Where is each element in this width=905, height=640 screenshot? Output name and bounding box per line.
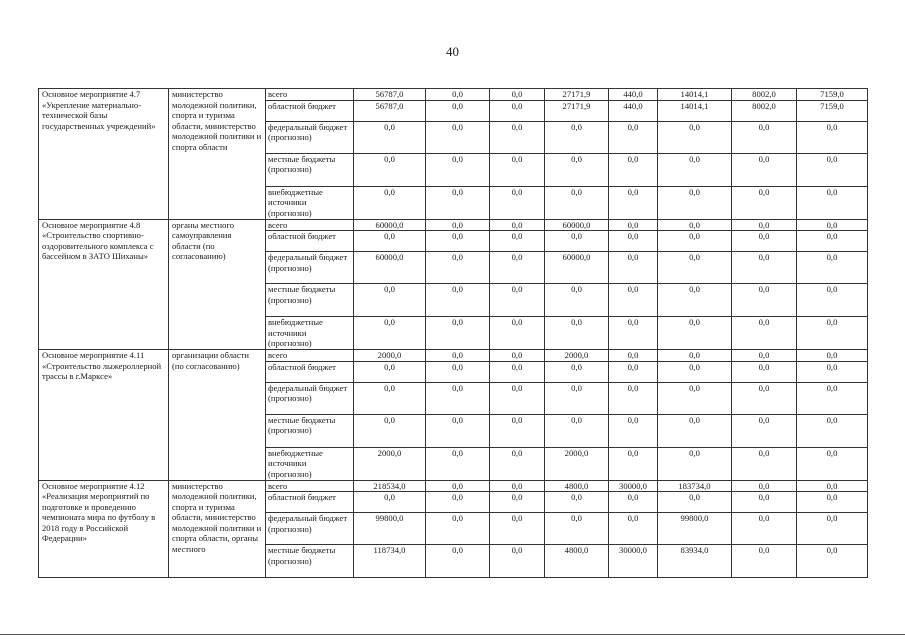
- amount-cell: 0,0: [609, 414, 658, 447]
- amount-cell: 0,0: [732, 186, 797, 219]
- amount-cell: 27171,9: [545, 100, 609, 121]
- amount-cell: 14014,1: [658, 89, 732, 101]
- amount-cell: 0,0: [490, 513, 545, 545]
- budget-table: [38, 88, 868, 578]
- funding-source-cell: всего: [266, 480, 354, 492]
- amount-cell: 30000,0: [609, 545, 658, 578]
- amount-cell: 0,0: [732, 361, 797, 382]
- amount-cell: 7159,0: [797, 100, 868, 121]
- amount-cell: 0,0: [732, 121, 797, 153]
- amount-cell: 0,0: [426, 492, 490, 513]
- amount-cell: 0,0: [545, 284, 609, 317]
- amount-cell: 0,0: [658, 492, 732, 513]
- amount-cell: 0,0: [426, 447, 490, 480]
- amount-cell: 0,0: [426, 100, 490, 121]
- amount-cell: 0,0: [658, 350, 732, 362]
- executor-cell: органы местного самоуправления области (по согласованию): [169, 219, 266, 350]
- amount-cell: 0,0: [545, 513, 609, 545]
- amount-cell: 0,0: [426, 153, 490, 186]
- amount-cell: 0,0: [732, 153, 797, 186]
- amount-cell: 60000,0: [545, 252, 609, 284]
- amount-cell: 0,0: [658, 284, 732, 317]
- amount-cell: 0,0: [354, 153, 426, 186]
- amount-cell: 0,0: [426, 361, 490, 382]
- table-row: [39, 89, 868, 101]
- amount-cell: 0,0: [797, 513, 868, 545]
- amount-cell: 0,0: [426, 480, 490, 492]
- amount-cell: 0,0: [609, 121, 658, 153]
- measure-cell: Основное мероприятие 4.12 «Реализация мероприятий по подготовке и проведению чемпионата мира по футболу в 2018 году в Российской Федерации»: [39, 480, 169, 578]
- amount-cell: 0,0: [490, 382, 545, 414]
- amount-cell: 0,0: [732, 382, 797, 414]
- amount-cell: 0,0: [732, 219, 797, 231]
- amount-cell: 0,0: [732, 231, 797, 252]
- amount-cell: 8002,0: [732, 89, 797, 101]
- funding-source-cell: местные бюджеты (прогнозно): [266, 284, 354, 317]
- amount-cell: 0,0: [797, 186, 868, 219]
- amount-cell: 0,0: [545, 186, 609, 219]
- amount-cell: 0,0: [426, 121, 490, 153]
- amount-cell: 0,0: [426, 231, 490, 252]
- amount-cell: 0,0: [609, 186, 658, 219]
- amount-cell: 0,0: [490, 153, 545, 186]
- amount-cell: 2000,0: [545, 447, 609, 480]
- amount-cell: 0,0: [797, 361, 868, 382]
- amount-cell: 2000,0: [545, 350, 609, 362]
- amount-cell: 0,0: [797, 153, 868, 186]
- funding-source-cell: областной бюджет: [266, 492, 354, 513]
- amount-cell: 0,0: [426, 414, 490, 447]
- amount-cell: 27171,9: [545, 89, 609, 101]
- amount-cell: 440,0: [609, 100, 658, 121]
- amount-cell: 60000,0: [354, 219, 426, 231]
- amount-cell: 0,0: [797, 284, 868, 317]
- amount-cell: 0,0: [732, 480, 797, 492]
- page-number: 40: [446, 44, 459, 59]
- amount-cell: 0,0: [490, 361, 545, 382]
- amount-cell: 0,0: [490, 231, 545, 252]
- amount-cell: 0,0: [490, 186, 545, 219]
- funding-source-cell: внебюджетные источники (прогнозно): [266, 447, 354, 480]
- amount-cell: 0,0: [545, 361, 609, 382]
- amount-cell: 0,0: [545, 153, 609, 186]
- amount-cell: 0,0: [426, 545, 490, 578]
- funding-source-cell: всего: [266, 89, 354, 101]
- amount-cell: 0,0: [354, 231, 426, 252]
- amount-cell: 0,0: [732, 492, 797, 513]
- amount-cell: 0,0: [490, 284, 545, 317]
- amount-cell: 0,0: [354, 492, 426, 513]
- amount-cell: 0,0: [609, 492, 658, 513]
- amount-cell: 0,0: [490, 100, 545, 121]
- amount-cell: 0,0: [797, 480, 868, 492]
- amount-cell: 0,0: [354, 186, 426, 219]
- amount-cell: 0,0: [545, 492, 609, 513]
- amount-cell: 440,0: [609, 89, 658, 101]
- amount-cell: 56787,0: [354, 89, 426, 101]
- amount-cell: 0,0: [658, 382, 732, 414]
- amount-cell: 0,0: [609, 447, 658, 480]
- amount-cell: 0,0: [797, 219, 868, 231]
- executor-cell: министерство молодежной политики, спорта и туризма области, министерство молодежной политики и спорта области, органы местного: [169, 480, 266, 578]
- amount-cell: 0,0: [490, 121, 545, 153]
- amount-cell: 0,0: [732, 513, 797, 545]
- amount-cell: 0,0: [797, 252, 868, 284]
- amount-cell: 0,0: [426, 350, 490, 362]
- amount-cell: 0,0: [354, 284, 426, 317]
- amount-cell: 0,0: [426, 89, 490, 101]
- amount-cell: 83934,0: [658, 545, 732, 578]
- amount-cell: 0,0: [426, 513, 490, 545]
- amount-cell: 0,0: [490, 480, 545, 492]
- amount-cell: 0,0: [732, 545, 797, 578]
- amount-cell: 0,0: [545, 317, 609, 350]
- amount-cell: 0,0: [426, 317, 490, 350]
- amount-cell: 0,0: [732, 350, 797, 362]
- amount-cell: 0,0: [732, 284, 797, 317]
- amount-cell: 0,0: [490, 252, 545, 284]
- table-row: [39, 350, 868, 362]
- amount-cell: 0,0: [797, 414, 868, 447]
- amount-cell: 0,0: [490, 219, 545, 231]
- amount-cell: 2000,0: [354, 447, 426, 480]
- funding-source-cell: местные бюджеты (прогнозно): [266, 153, 354, 186]
- amount-cell: 0,0: [658, 186, 732, 219]
- amount-cell: 0,0: [490, 317, 545, 350]
- amount-cell: 99800,0: [658, 513, 732, 545]
- table-row: [39, 219, 868, 231]
- executor-cell: министерство молодежной политики, спорта и туризма области, министерство молодежной политики и спорта области: [169, 89, 266, 220]
- amount-cell: 0,0: [732, 252, 797, 284]
- amount-cell: 0,0: [658, 447, 732, 480]
- amount-cell: 0,0: [490, 447, 545, 480]
- footer-rule: [0, 634, 905, 635]
- funding-source-cell: федеральный бюджет (прогнозно): [266, 121, 354, 153]
- amount-cell: 0,0: [545, 414, 609, 447]
- amount-cell: 0,0: [658, 252, 732, 284]
- amount-cell: 0,0: [658, 219, 732, 231]
- amount-cell: 0,0: [732, 317, 797, 350]
- amount-cell: 0,0: [609, 382, 658, 414]
- amount-cell: 0,0: [426, 284, 490, 317]
- amount-cell: 0,0: [490, 545, 545, 578]
- amount-cell: 183734,0: [658, 480, 732, 492]
- amount-cell: 0,0: [426, 382, 490, 414]
- amount-cell: 0,0: [354, 361, 426, 382]
- amount-cell: 0,0: [797, 447, 868, 480]
- amount-cell: 0,0: [658, 231, 732, 252]
- amount-cell: 60000,0: [545, 219, 609, 231]
- amount-cell: 7159,0: [797, 89, 868, 101]
- amount-cell: 0,0: [658, 414, 732, 447]
- amount-cell: 0,0: [609, 153, 658, 186]
- amount-cell: 0,0: [609, 252, 658, 284]
- funding-source-cell: областной бюджет: [266, 100, 354, 121]
- amount-cell: 0,0: [797, 317, 868, 350]
- amount-cell: 0,0: [490, 89, 545, 101]
- table-row: [39, 480, 868, 492]
- amount-cell: 0,0: [609, 361, 658, 382]
- amount-cell: 0,0: [797, 545, 868, 578]
- amount-cell: 56787,0: [354, 100, 426, 121]
- amount-cell: 0,0: [732, 447, 797, 480]
- funding-source-cell: федеральный бюджет (прогнозно): [266, 382, 354, 414]
- amount-cell: 0,0: [354, 317, 426, 350]
- funding-source-cell: всего: [266, 350, 354, 362]
- amount-cell: 0,0: [490, 350, 545, 362]
- amount-cell: 0,0: [797, 231, 868, 252]
- funding-source-cell: местные бюджеты (прогнозно): [266, 414, 354, 447]
- amount-cell: 0,0: [490, 492, 545, 513]
- amount-cell: 0,0: [797, 350, 868, 362]
- measure-cell: Основное мероприятие 4.11 «Строительство лыжероллерной трассы в г.Марксе»: [39, 350, 169, 481]
- amount-cell: 0,0: [658, 361, 732, 382]
- amount-cell: 30000,0: [609, 480, 658, 492]
- funding-source-cell: внебюджетные источники (прогнозно): [266, 317, 354, 350]
- executor-cell: организации области (по согласованию): [169, 350, 266, 481]
- amount-cell: 0,0: [354, 414, 426, 447]
- amount-cell: 99800,0: [354, 513, 426, 545]
- amount-cell: 0,0: [609, 284, 658, 317]
- amount-cell: 0,0: [354, 121, 426, 153]
- amount-cell: 0,0: [426, 186, 490, 219]
- measure-cell: Основное мероприятие 4.7 «Укрепление материально-технической базы государственных учреждений»: [39, 89, 169, 220]
- amount-cell: 0,0: [490, 414, 545, 447]
- amount-cell: 14014,1: [658, 100, 732, 121]
- funding-source-cell: федеральный бюджет (прогнозно): [266, 252, 354, 284]
- funding-source-cell: областной бюджет: [266, 361, 354, 382]
- funding-source-cell: федеральный бюджет (прогнозно): [266, 513, 354, 545]
- amount-cell: 0,0: [545, 231, 609, 252]
- amount-cell: 0,0: [732, 414, 797, 447]
- amount-cell: 0,0: [609, 231, 658, 252]
- amount-cell: 0,0: [609, 317, 658, 350]
- amount-cell: 0,0: [545, 121, 609, 153]
- amount-cell: 0,0: [658, 121, 732, 153]
- measure-cell: Основное мероприятие 4.8 «Строительство спортивно-оздоровительного комплекса с бассейном в ЗАТО Шиханы»: [39, 219, 169, 350]
- amount-cell: 0,0: [354, 382, 426, 414]
- amount-cell: 0,0: [658, 317, 732, 350]
- amount-cell: 218534,0: [354, 480, 426, 492]
- amount-cell: 0,0: [658, 153, 732, 186]
- amount-cell: 4800,0: [545, 545, 609, 578]
- amount-cell: 2000,0: [354, 350, 426, 362]
- amount-cell: 0,0: [797, 492, 868, 513]
- amount-cell: 0,0: [609, 513, 658, 545]
- funding-source-cell: местные бюджеты (прогнозно): [266, 545, 354, 578]
- amount-cell: 8002,0: [732, 100, 797, 121]
- amount-cell: 0,0: [609, 350, 658, 362]
- funding-source-cell: внебюджетные источники (прогнозно): [266, 186, 354, 219]
- amount-cell: 0,0: [426, 252, 490, 284]
- amount-cell: 0,0: [426, 219, 490, 231]
- amount-cell: 0,0: [797, 382, 868, 414]
- amount-cell: 0,0: [609, 219, 658, 231]
- amount-cell: 118734,0: [354, 545, 426, 578]
- amount-cell: 0,0: [797, 121, 868, 153]
- funding-source-cell: всего: [266, 219, 354, 231]
- funding-source-cell: областной бюджет: [266, 231, 354, 252]
- amount-cell: 0,0: [545, 382, 609, 414]
- amount-cell: 4800,0: [545, 480, 609, 492]
- amount-cell: 60000,0: [354, 252, 426, 284]
